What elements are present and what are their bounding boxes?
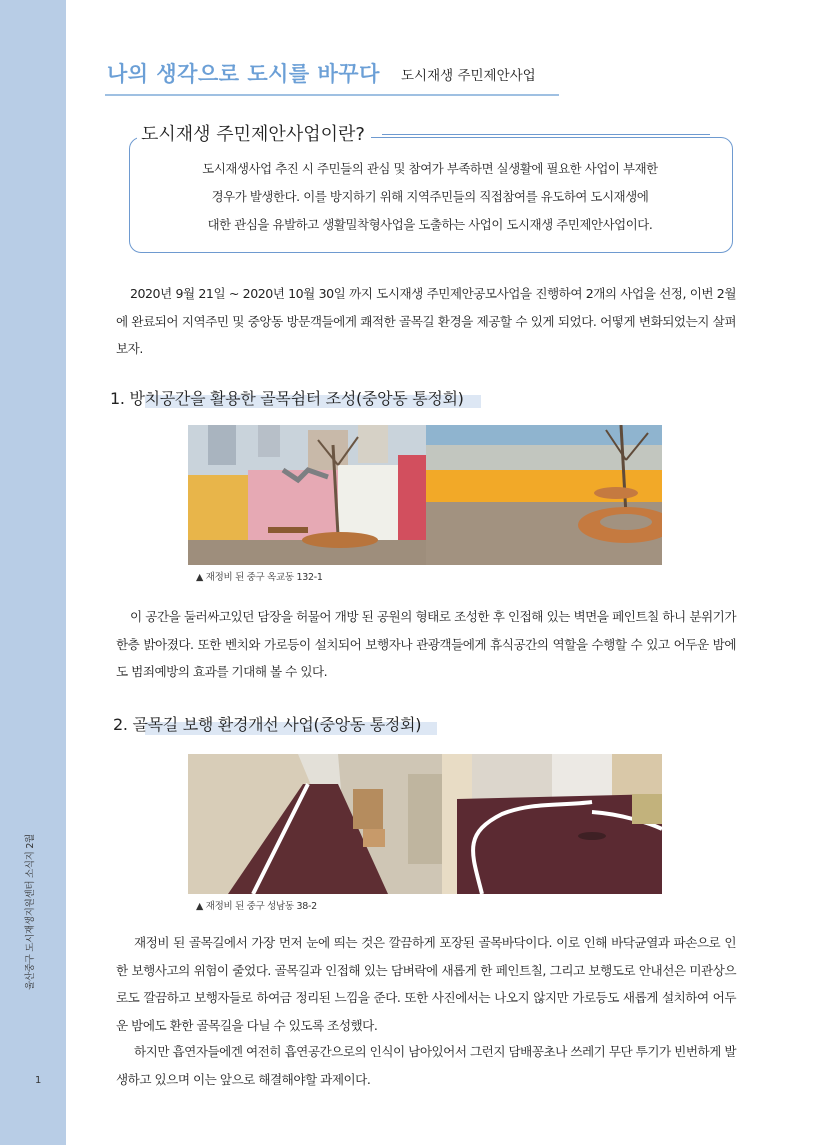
photo-courtyard-left [188,425,426,565]
photo-alley-right [442,754,662,894]
page-header [105,58,559,96]
page-number: 1 [35,1075,42,1086]
intro-box-line: 도시재생사업 추진 시 주민들의 관심 및 참여가 부족하면 실생활에 필요한 사업이 부재한 [202,161,658,176]
intro-box-line: 경우가 발생한다. 이를 방지하기 위해 지역주민들의 직접참여를 유도하여 도시재생에 [211,189,649,204]
section-2-heading: 2. 골목길 보행 환경개선 사업(중앙동 통정회) [113,715,422,734]
page-title: 나의 생각으로 도시를 바꾸다 [107,62,380,86]
intro-box-title: 도시재생 주민제안사업이란? [137,120,371,146]
intro-box-text [140,155,720,239]
sidebar-vertical-text: 울산중구 도시재생지원센터 소식지 2월 [25,834,36,990]
intro-box-line: 대한 관심을 유발하고 생활밀착형사업을 도출하는 사업이 도시재생 주민제안사업이다. [207,217,653,232]
section-2-paragraph: 재정비 된 골목길에서 가장 먼저 눈에 띄는 것은 깔끔하게 포장된 골목바닥이다. 이로 인해 바닥균열과 파손으로 인한 보행사고의 위험이 줄었다. 골목길과 인접해 있는 담벼락에 새롭게 한 페인트칠, 그리고 보행도로 안내선은 미관상으로도 깔끔하고 보행자들로 하여금 정리된 느낌을 준다. 또한 사진에서는 나오지 않지만 가로등도 새롭게 설치하여 어두운 밤에도 환한 골목길을 다닐 수 있도록 조성했다. [116,935,736,1033]
section-1-caption: ▲ 재정비 된 중구 옥교동 132-1 [196,572,323,583]
page-subtitle: 도시재생 주민제안사업 [401,68,536,84]
photo-courtyard-right [426,425,662,565]
intro-paragraph: 2020년 9월 21일 ~ 2020년 10월 30일 까지 도시재생 주민제안공모사업을 진행하여 2개의 사업을 선정, 이번 2월에 완료되어 지역주민 및 중앙동 방문객들에게 쾌적한 골목길 환경을 제공할 수 있게 되었다. 어떻게 변화되었는지 살펴보자. [116,286,736,356]
section-2-caption: ▲ 재정비 된 중구 성남동 38-2 [196,901,317,912]
photo-alley-left [188,754,442,894]
section-2-paragraph-2: 하지만 흡연자들에겐 여전히 흡연공간으로의 인식이 남아있어서 그런지 담배꽁초나 쓰레기 무단 투기가 빈번하게 발생하고 있으며 이는 앞으로 해결해야할 과제이다. [116,1044,736,1087]
section-1-heading: 1. 방치공간을 활용한 골목쉼터 조성(중앙동 통정회) [110,389,464,408]
section-1-paragraph: 이 공간을 둘러싸고있던 담장을 허물어 개방 된 공원의 형태로 조성한 후 인접해 있는 벽면을 페인트칠 하니 분위기가 한층 밝아졌다. 또한 벤치와 가로등이 설치되어 보행자나 관광객들에게 휴식공간의 역할을 수행할 수 있고 어두운 밤에도 범죄예방의 효과를 기대해 볼 수 있다. [116,609,736,679]
intro-box-title-rule [382,134,710,135]
